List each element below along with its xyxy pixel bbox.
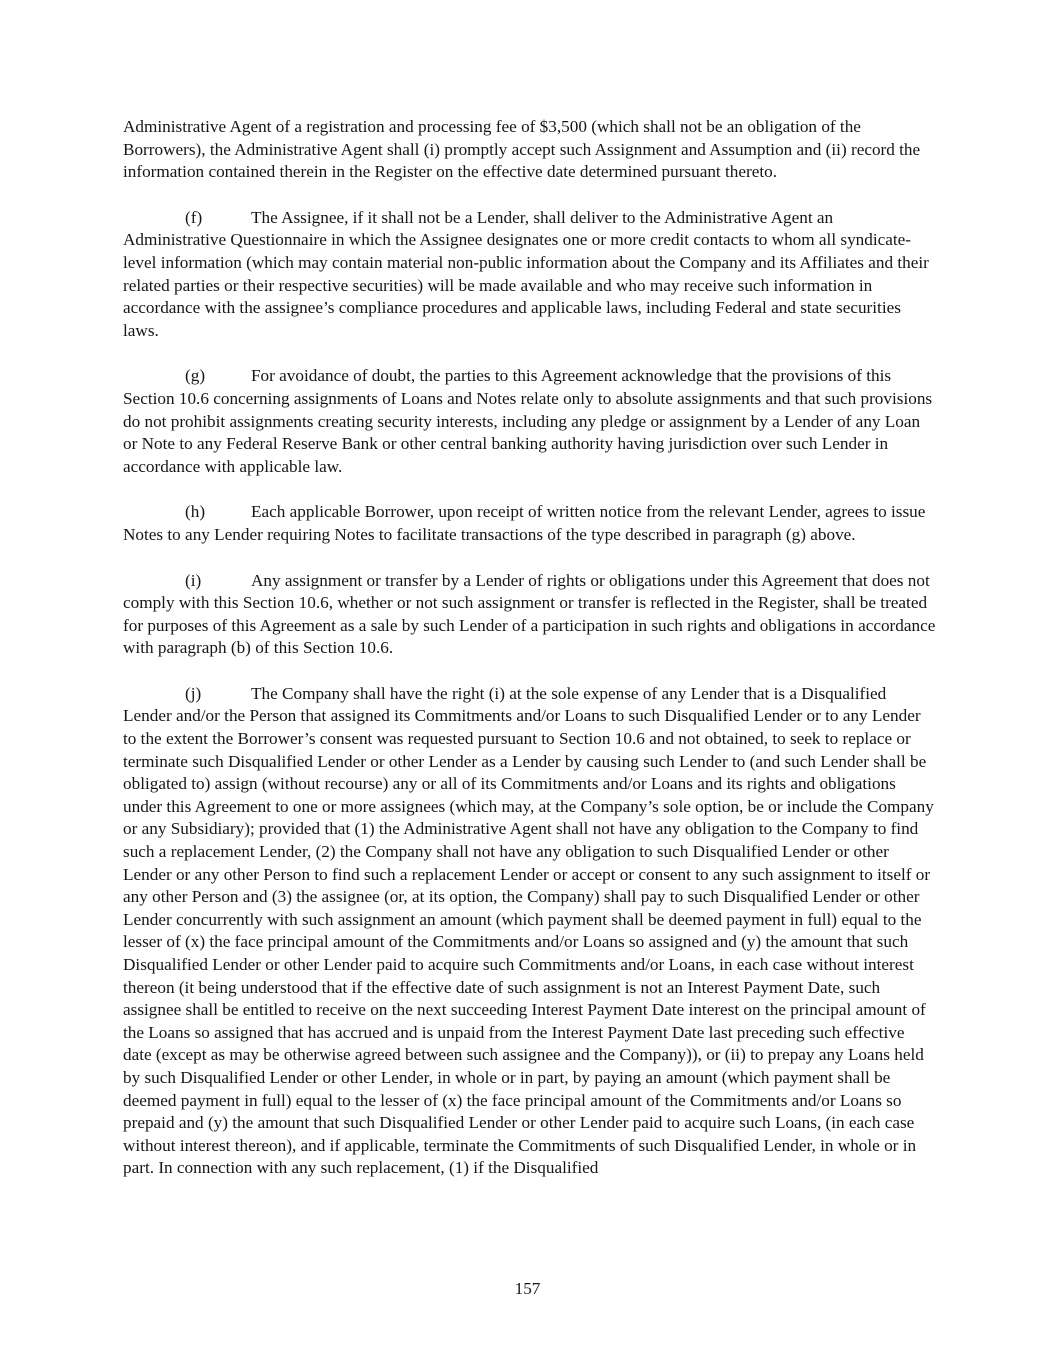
paragraph-text: The Assignee, if it shall not be a Lender, shall deliver to the Administrative Agent an Administrative Questionnaire in which the Assignee designates one or more credit contacts to whom all syndicate-level information (which may contain material non-public information about the Company and its Affiliates and their related parties or their respective securities) will be made available and who may receive such information in accordance with the assignee’s compliance procedures and applicable laws, including Federal and state securities laws. xyxy=(123,207,929,340)
paragraph-label: (j) xyxy=(185,683,202,703)
paragraph-label: (h) xyxy=(185,502,206,522)
paragraph-text: The Company shall have the right (i) at the sole expense of any Lender that is a Disqualified Lender and/or the Person that assigned its Commitments and/or Loans to such Disqualified Lender or to any Lender to the extent the Borrower’s consent was requested pursuant to Section 10.6 and not obtained, to seek to replace or terminate such Disqualified Lender or other Lender as a Lender by causing such Lender to (and such Lender shall be obligated to) assign (without recourse) any or all of its Commitments and/or Loans and its rights and obligations under this Agreement to one or more assignees (which may, at the Company’s sole option, be or include the Company or any Subsidiary); provided that (1) the Administrative Agent shall not have any obligation to the Company to find such a replacement Lender, (2) the Company shall not have any obligation to such Disqualified Lender or other Lender or any other Person to find such a replacement Lender or accept or consent to any such assignment to itself or any other Person and (3) the assignee (or, at its option, the Company) shall pay to such Disqualified Lender or other Lender concurrently with such assignment an amount (which payment shall be deemed payment in full) equal to the lesser of (x) the face principal amount of the Commitments and/or Loans so assigned and (y) the amount that such Disqualified Lender or other Lender paid to acquire such Commitments and/or Loans, in each case without interest thereon (it being understood that if the effective date of such assignment is not an Interest Payment Date, such assignee shall be entitled to receive on the next succeeding Interest Payment Date interest on the principal amount of the Loans so assigned that has accrued and is unpaid from the Interest Payment Date last preceding such effective date (except as may be otherwise agreed between such assignee and the Company)), or (ii) to prepay any Loans held by such Disqualified Lender or other Lender, in whole or in part, by paying an amount (which payment shall be deemed payment in full) equal to the lesser of (x) the face principal amount of the Commitments and/or Loans so prepaid and (y) the amount that such Disqualified Lender or other Lender paid to acquire such Loans, (in each case without interest thereon), and if applicable, terminate the Commitments of such Disqualified Lender, in whole or in part. In connection with any such replacement, (1) if the Disqualified xyxy=(123,683,934,1178)
paragraph-label: (i) xyxy=(185,570,202,590)
paragraph-j xyxy=(123,683,936,1180)
paragraph-text: Each applicable Borrower, upon receipt of written notice from the relevant Lender, agrees to issue Notes to any Lender requiring Notes to facilitate transactions of the type described in paragraph (g) above. xyxy=(123,502,926,544)
paragraph-label: (g) xyxy=(185,366,206,386)
paragraph-text: For avoidance of doubt, the parties to this Agreement acknowledge that the provisions of this Section 10.6 concerning assignments of Loans and Notes relate only to absolute assignments and that such provisions do not prohibit assignments creating security interests, including any pledge or assignment by a Lender of any Loan or Note to any Federal Reserve Bank or other central banking authority having jurisdiction over such Lender in accordance with applicable law. xyxy=(123,366,933,476)
paragraph-i xyxy=(123,570,936,660)
paragraph-label: (f) xyxy=(185,207,203,227)
paragraph-f xyxy=(123,207,936,343)
page-number: 157 xyxy=(514,1279,541,1298)
paragraph-g xyxy=(123,365,936,478)
paragraph-h xyxy=(123,501,936,546)
paragraph-continuation xyxy=(123,116,936,184)
paragraph-text: Administrative Agent of a registration and processing fee of $3,500 (which shall not be an obligation of the Borrowers), the Administrative Agent shall (i) promptly accept such Assignment and Assumption and (ii) record the information contained therein in the Register on the effective date determined pursuant thereto. xyxy=(123,117,921,182)
document-body xyxy=(123,116,936,1203)
paragraph-text: Any assignment or transfer by a Lender of rights or obligations under this Agreement that does not comply with this Section 10.6, whether or not such assignment or transfer is reflected in the Register, shall be treated for purposes of this Agreement as a sale by such Lender of a participation in such rights and obligations in accordance with paragraph (b) of this Section 10.6. xyxy=(123,570,936,658)
